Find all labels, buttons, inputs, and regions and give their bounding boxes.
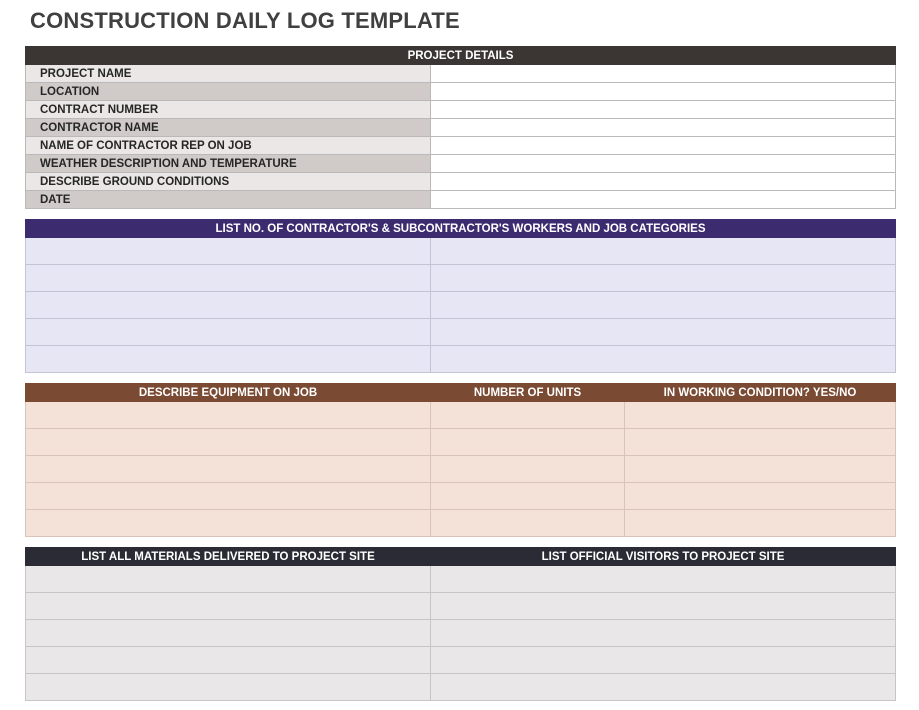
job-category-cell[interactable]: [431, 346, 896, 373]
equipment-cell[interactable]: [26, 483, 431, 510]
material-cell[interactable]: [26, 593, 431, 620]
units-cell[interactable]: [431, 483, 625, 510]
material-cell[interactable]: [26, 647, 431, 674]
table-row: [26, 346, 896, 373]
units-cell[interactable]: [431, 456, 625, 483]
field-label: NAME OF CONTRACTOR REP ON JOB: [26, 137, 431, 155]
table-row: [26, 292, 896, 319]
field-label: LOCATION: [26, 83, 431, 101]
ground-conditions-input[interactable]: [431, 173, 896, 191]
worker-count-cell[interactable]: [26, 346, 431, 373]
project-details-table: [25, 46, 896, 209]
equipment-cell[interactable]: [26, 402, 431, 429]
contractor-name-input[interactable]: [431, 119, 896, 137]
material-cell[interactable]: [26, 674, 431, 701]
field-label: CONTRACTOR NAME: [26, 119, 431, 137]
units-cell[interactable]: [431, 510, 625, 537]
table-row: [26, 173, 896, 191]
equipment-table: [25, 383, 896, 537]
materials-visitors-table: [25, 547, 896, 701]
visitor-cell[interactable]: [431, 620, 896, 647]
equipment-cell[interactable]: [26, 456, 431, 483]
table-row: [26, 65, 896, 83]
field-label: CONTRACT NUMBER: [26, 101, 431, 119]
worker-count-cell[interactable]: [26, 238, 431, 265]
date-input[interactable]: [431, 191, 896, 209]
table-row: [26, 402, 896, 429]
table-row: [26, 566, 896, 593]
worker-count-cell[interactable]: [26, 265, 431, 292]
material-cell[interactable]: [26, 620, 431, 647]
material-cell[interactable]: [26, 566, 431, 593]
location-input[interactable]: [431, 83, 896, 101]
table-row: [26, 265, 896, 292]
table-row: [26, 137, 896, 155]
condition-cell[interactable]: [625, 456, 896, 483]
number-of-units-header: NUMBER OF UNITS: [431, 384, 625, 402]
field-label: DESCRIBE GROUND CONDITIONS: [26, 173, 431, 191]
job-category-cell[interactable]: [431, 319, 896, 346]
equipment-cell[interactable]: [26, 510, 431, 537]
table-row: [26, 456, 896, 483]
project-name-input[interactable]: [431, 65, 896, 83]
page-title: CONSTRUCTION DAILY LOG TEMPLATE: [30, 8, 460, 33]
weather-input[interactable]: [431, 155, 896, 173]
job-category-cell[interactable]: [431, 238, 896, 265]
workers-header: LIST NO. OF CONTRACTOR'S & SUBCONTRACTOR'S WORKERS AND JOB CATEGORIES: [26, 220, 896, 238]
table-row: [26, 119, 896, 137]
units-cell[interactable]: [431, 402, 625, 429]
table-row: [26, 83, 896, 101]
field-label: WEATHER DESCRIPTION AND TEMPERATURE: [26, 155, 431, 173]
visitor-cell[interactable]: [431, 566, 896, 593]
table-row: [26, 620, 896, 647]
table-row: [26, 593, 896, 620]
job-category-cell[interactable]: [431, 292, 896, 319]
table-row: [26, 483, 896, 510]
table-row: [26, 191, 896, 209]
condition-cell[interactable]: [625, 429, 896, 456]
table-row: [26, 647, 896, 674]
visitor-cell[interactable]: [431, 674, 896, 701]
equipment-cell[interactable]: [26, 429, 431, 456]
table-row: [26, 674, 896, 701]
contract-number-input[interactable]: [431, 101, 896, 119]
working-condition-header: IN WORKING CONDITION? YES/NO: [625, 384, 896, 402]
field-label: PROJECT NAME: [26, 65, 431, 83]
visitors-header: LIST OFFICIAL VISITORS TO PROJECT SITE: [431, 548, 896, 566]
visitor-cell[interactable]: [431, 593, 896, 620]
table-row: [26, 238, 896, 265]
table-row: [26, 101, 896, 119]
job-category-cell[interactable]: [431, 265, 896, 292]
table-row: [26, 510, 896, 537]
contractor-rep-input[interactable]: [431, 137, 896, 155]
worker-count-cell[interactable]: [26, 319, 431, 346]
field-label: DATE: [26, 191, 431, 209]
table-row: [26, 319, 896, 346]
condition-cell[interactable]: [625, 402, 896, 429]
equipment-description-header: DESCRIBE EQUIPMENT ON JOB: [26, 384, 431, 402]
visitor-cell[interactable]: [431, 647, 896, 674]
project-details-header: PROJECT DETAILS: [26, 47, 896, 65]
worker-count-cell[interactable]: [26, 292, 431, 319]
table-row: [26, 155, 896, 173]
condition-cell[interactable]: [625, 483, 896, 510]
workers-table: [25, 219, 896, 373]
condition-cell[interactable]: [625, 510, 896, 537]
table-row: [26, 429, 896, 456]
materials-header: LIST ALL MATERIALS DELIVERED TO PROJECT SITE: [26, 548, 431, 566]
units-cell[interactable]: [431, 429, 625, 456]
